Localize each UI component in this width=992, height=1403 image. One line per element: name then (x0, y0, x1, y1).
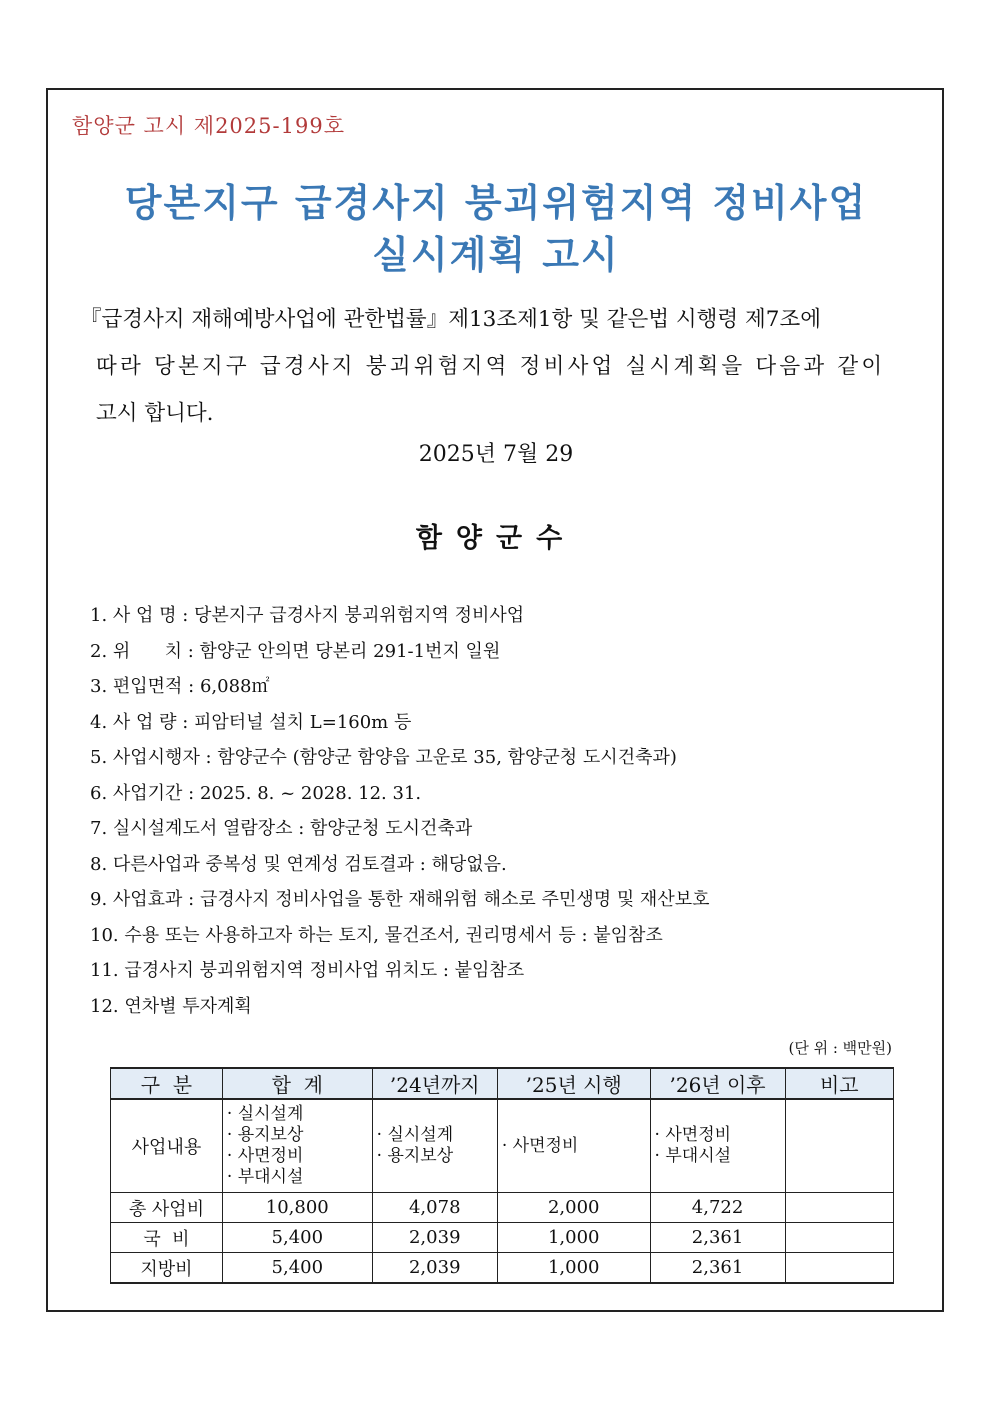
list-item: 9. 사업효과 : 급경사지 정비사업을 통한 재해위험 해소로 주민생명 및 재산보호 (90, 889, 710, 910)
row-label: 사업내용 (111, 1099, 223, 1193)
notice-number: 함양군 고시 제2025-199호 (72, 114, 345, 138)
list-item: · 사면정비 (226, 1146, 304, 1166)
investment-table (110, 1067, 894, 1284)
list-item: 3. 편입면적 : 6,088㎡ (90, 676, 270, 697)
table-row (111, 1223, 894, 1253)
notice-date: 2025년 7월 29 (418, 442, 574, 467)
y25-cell: 1,000 (497, 1253, 650, 1284)
y25-cell: 1,000 (497, 1223, 650, 1253)
list-item: 6. 사업기간 : 2025. 8. ~ 2028. 12. 31. (90, 782, 422, 804)
intro-line-2: 따라 당본지구 급경사지 붕괴위험지역 정비사업 실시계획을 다음과 같이 (96, 354, 886, 379)
title-line-2: 실시계획 고시 (372, 232, 620, 277)
row-label: 국 비 (111, 1223, 223, 1253)
y25-contents (497, 1099, 650, 1193)
list-item: · 실시설계 (226, 1104, 304, 1124)
total-cell: 5,400 (222, 1253, 372, 1284)
y26-cell: 2,361 (650, 1253, 785, 1284)
list-item: 4. 사 업 량 : 피암터널 설치 L=160m 등 (90, 711, 412, 733)
row-label: 총 사업비 (111, 1193, 223, 1223)
y24-cell: 4,078 (372, 1193, 497, 1223)
header-total: 합 계 (222, 1068, 372, 1099)
issuer-name: 함양군수 (415, 523, 577, 554)
list-item: · 용지보상 (226, 1125, 304, 1145)
y25-cell: 2,000 (497, 1193, 650, 1223)
list-item: · 부대시설 (226, 1167, 304, 1187)
list-item: · 사면정비 (654, 1125, 732, 1145)
header-category: 구 분 (111, 1068, 223, 1099)
total-cell: 5,400 (222, 1223, 372, 1253)
list-item: 2. 위 치 : 함양군 안의면 당본리 291-1번지 일원 (90, 640, 501, 662)
total-contents (222, 1099, 372, 1193)
note-cell (785, 1253, 893, 1284)
list-item: 8. 다른사업과 중복성 및 연계성 검토결과 : 해당없음. (90, 853, 507, 875)
y24-contents (372, 1099, 497, 1193)
y26-contents (650, 1099, 785, 1193)
y26-cell: 2,361 (650, 1223, 785, 1253)
note-cell (785, 1193, 893, 1223)
list-item: 12. 연차별 투자계획 (90, 995, 252, 1017)
table-row (111, 1193, 894, 1223)
unit-label: (단 위 : 백만원) (788, 1039, 892, 1057)
list-item: 5. 사업시행자 : 함양군수 (함양군 함양읍 고운로 35, 함양군청 도시건축과) (90, 747, 677, 768)
intro-line-1: 『급경사지 재해예방사업에 관한법률』제13조제1항 및 같은법 시행령 제7조에 (80, 307, 822, 332)
list-item: 10. 수용 또는 사용하고자 하는 토지, 물건조서, 권리명세서 등 : 붙임참조 (90, 924, 663, 946)
table-header-row (111, 1068, 894, 1099)
intro-paragraph (80, 296, 922, 437)
list-item: · 용지보상 (376, 1146, 454, 1166)
list-item: 11. 급경사지 붕괴위험지역 정비사업 위치도 : 붙임참조 (90, 960, 525, 981)
y26-cell: 4,722 (650, 1193, 785, 1223)
row-label: 지방비 (111, 1253, 223, 1284)
note-cell (785, 1099, 893, 1193)
total-cell: 10,800 (222, 1193, 372, 1223)
header-2026: ’26년 이후 (650, 1068, 785, 1099)
header-2025: ’25년 시행 (497, 1068, 650, 1099)
note-cell (785, 1223, 893, 1253)
y24-cell: 2,039 (372, 1253, 497, 1284)
table-row (111, 1253, 894, 1284)
list-item: 1. 사 업 명 : 당본지구 급경사지 붕괴위험지역 정비사업 (90, 605, 525, 626)
item-list (90, 598, 930, 1024)
list-item: · 실시설계 (376, 1125, 454, 1145)
list-item: · 부대시설 (654, 1146, 732, 1166)
header-2024: ’24년까지 (372, 1068, 497, 1099)
title-line-1: 당본지구 급경사지 붕괴위험지역 정비사업 (124, 180, 868, 225)
intro-line-3: 고시 합니다. (96, 401, 214, 426)
y24-cell: 2,039 (372, 1223, 497, 1253)
header-note: 비고 (785, 1068, 893, 1099)
table-row (111, 1099, 894, 1193)
list-item: · 사면정비 (501, 1135, 579, 1156)
list-item: 7. 실시설계도서 열람장소 : 함양군청 도시건축과 (90, 818, 473, 839)
